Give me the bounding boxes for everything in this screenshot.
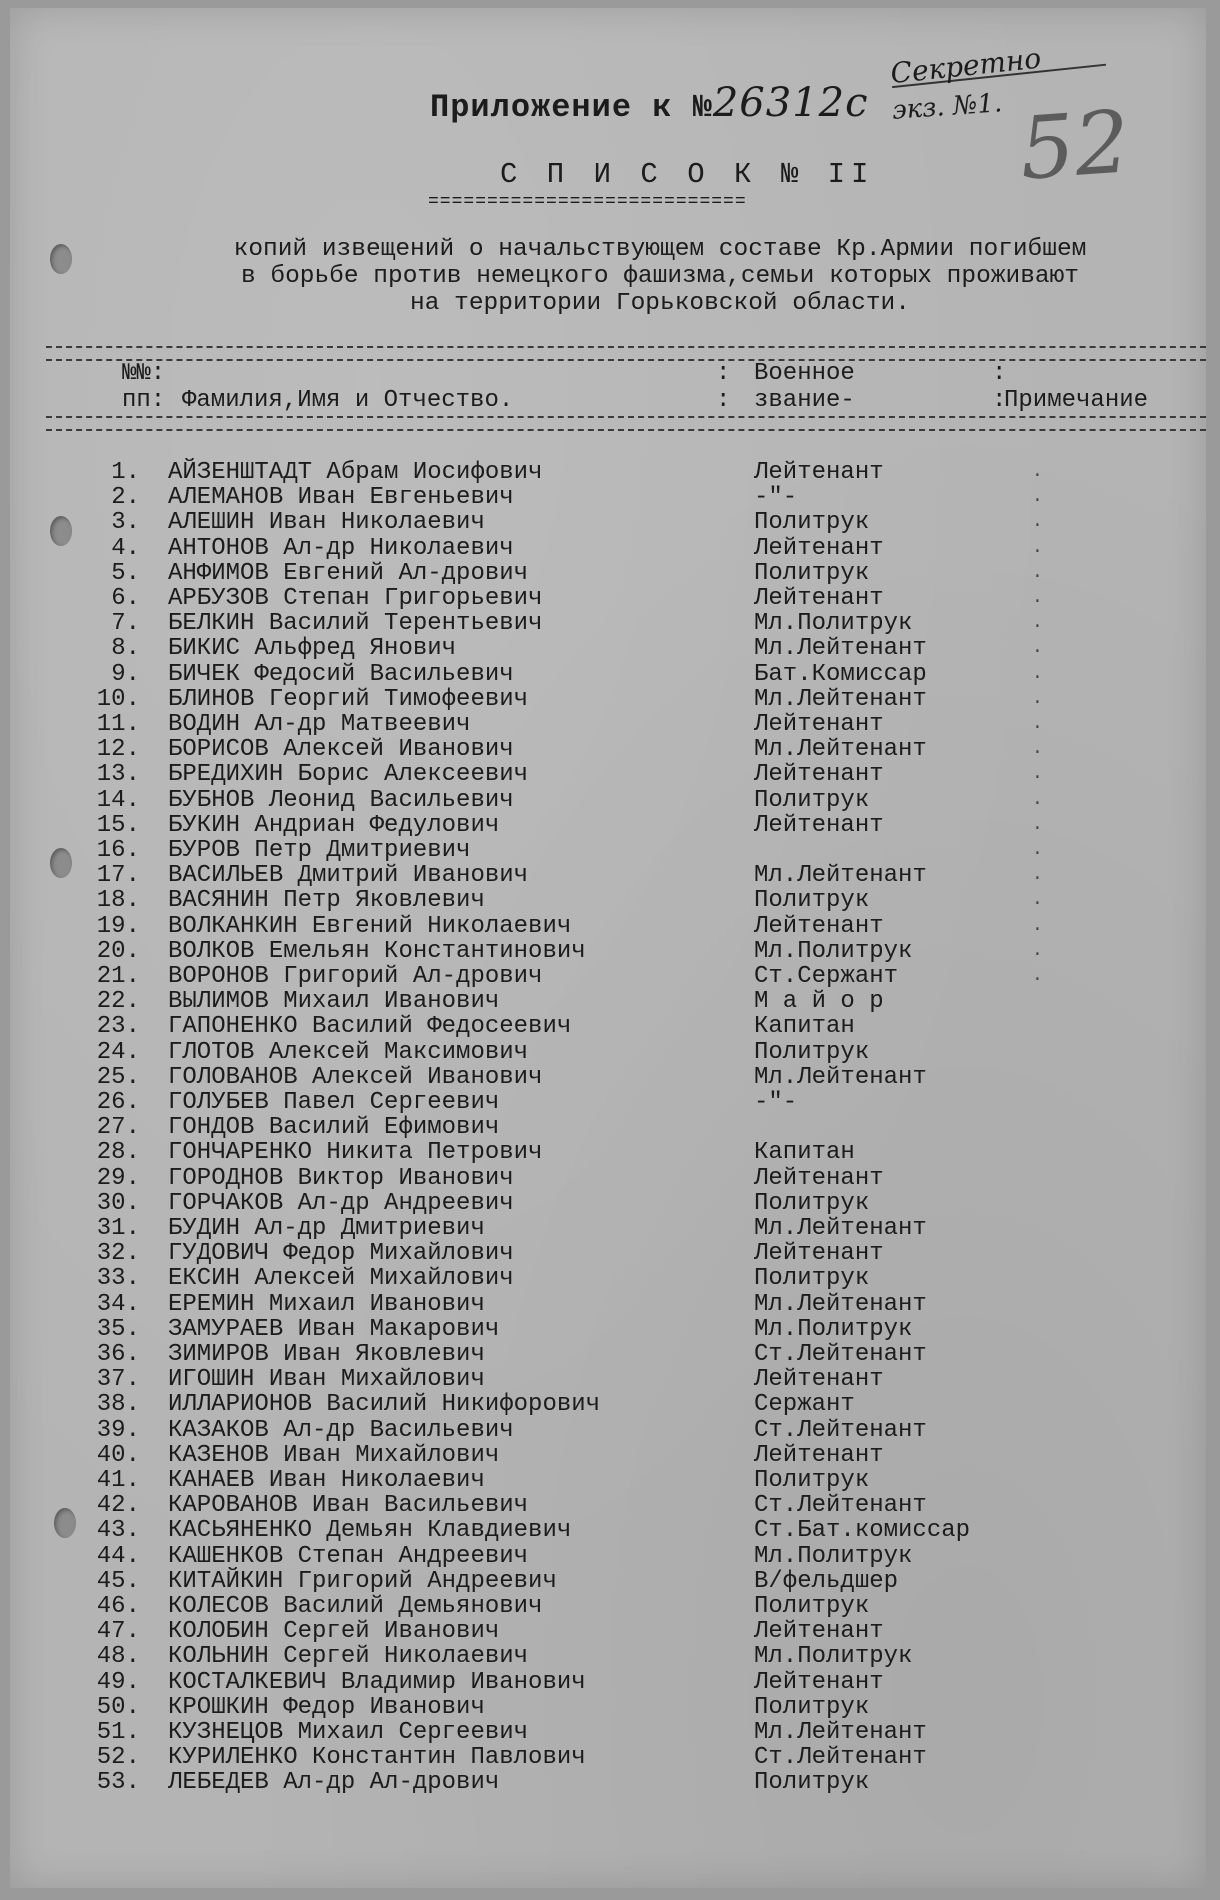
note-mark: . — [1032, 613, 1043, 634]
row-number: 39. — [96, 1416, 140, 1444]
row-full-name: БЛИНОВ Георгий Тимофеевич — [168, 685, 529, 713]
row-number: 34. — [96, 1290, 140, 1318]
row-number: 24. — [96, 1038, 140, 1066]
row-full-name: ГОНДОВ Василий Ефимович — [168, 1114, 500, 1142]
punch-hole — [50, 244, 72, 274]
header-separator: : — [716, 360, 731, 387]
note-mark: . — [1032, 714, 1043, 734]
row-number: 44. — [96, 1542, 140, 1570]
row-full-name: ЕКСИН Алексей Михайлович — [168, 1265, 514, 1293]
secrecy-text: Секретно — [888, 41, 1043, 91]
row-full-name: БОРИСОВ Алексей Иванович — [168, 736, 514, 764]
row-rank: В/фельдшер — [754, 1567, 899, 1595]
row-full-name: КОСТАЛКЕВИЧ Владимир Иванович — [168, 1668, 586, 1696]
row-full-name: ГОЛУБЕВ Павел Сергеевич — [168, 1089, 500, 1116]
row-rank: Ст.Бат.комиссар — [754, 1517, 971, 1545]
header-separator: : — [716, 387, 731, 414]
note-mark: . — [1032, 940, 1043, 961]
title-underline: =========================== — [428, 192, 747, 212]
row-full-name: КАЗАКОВ Ал-др Васильевич — [168, 1416, 514, 1444]
row-rank: Политрук — [754, 1467, 870, 1494]
row-number: 36. — [96, 1341, 140, 1368]
row-number: 48. — [96, 1643, 140, 1671]
row-number: 30. — [96, 1189, 140, 1217]
row-full-name: КАНАЕВ Иван Николаевич — [168, 1467, 485, 1494]
row-full-name: ГОНЧАРЕНКО Никита Петрович — [168, 1139, 543, 1167]
appendix-label: Приложение к № — [430, 89, 713, 126]
row-rank: Политрук — [754, 1038, 870, 1066]
row-number: 43. — [96, 1517, 140, 1545]
row-number: 33. — [96, 1265, 140, 1293]
row-rank: Политрук — [754, 887, 870, 915]
row-number: 50. — [96, 1693, 140, 1721]
row-number: 17. — [96, 862, 140, 890]
list-title: С П И С О К № II — [500, 158, 875, 191]
header-separator: : — [992, 387, 1007, 414]
secrecy-stamp — [888, 35, 1106, 91]
row-full-name: АЛЕШИН Иван Николаевич — [168, 509, 485, 537]
row-number: 20. — [96, 937, 140, 965]
row-rank: Лейтенант — [754, 1618, 884, 1646]
intro-line: копий извещений о начальствующем составе Кр.Армии погибшем — [233, 236, 1087, 263]
row-number: 53. — [96, 1769, 140, 1797]
row-number: 35. — [96, 1315, 140, 1343]
row-rank: Мл.Политрук — [754, 1542, 913, 1570]
row-full-name: КАЗЕНОВ Иван Михайлович — [168, 1441, 500, 1469]
row-full-name: ЛЕБЕДЕВ Ал-др Ал-дрович — [168, 1769, 500, 1797]
row-full-name: АНФИМОВ Евгений Ал-дрович — [168, 559, 529, 587]
row-number: 14. — [96, 786, 140, 814]
header-rank-line2: звание- — [754, 387, 855, 414]
row-rank: Лейтенант — [754, 1441, 884, 1469]
row-number: 38. — [96, 1391, 140, 1419]
row-number: 26. — [96, 1089, 140, 1116]
row-rank: Сержант — [754, 1391, 855, 1419]
row-full-name: ВАСЯНИН Петр Яковлевич — [168, 887, 485, 915]
document-sheet — [10, 8, 1206, 1888]
row-rank: Лейтенант — [754, 1164, 884, 1192]
row-rank: М а й о р — [754, 988, 884, 1016]
row-rank: Мл.Лейтенант — [754, 1063, 927, 1091]
row-number: 37. — [96, 1366, 140, 1394]
row-full-name: ГОРЧАКОВ Ал-др Андреевич — [168, 1189, 514, 1217]
row-full-name: АЙЗЕНШТАДТ Абрам Иосифович — [168, 459, 543, 486]
note-mark: . — [1032, 537, 1043, 558]
row-full-name: БРЕДИХИН Борис Алексеевич — [168, 761, 529, 789]
row-full-name: КРОШКИН Федор Иванович — [168, 1693, 485, 1721]
row-full-name: БУБНОВ Леонид Васильевич — [168, 786, 514, 814]
header-top-rule — [46, 346, 1206, 361]
note-mark: . — [1032, 814, 1043, 835]
header-bottom-rule — [46, 416, 1206, 431]
row-full-name: КОЛЕСОВ Василий Демьянович — [168, 1593, 543, 1620]
row-rank: Лейтенант — [754, 1668, 884, 1696]
note-mark: . — [1032, 588, 1043, 608]
row-full-name: АРБУЗОВ Степан Григорьевич — [168, 585, 543, 612]
row-rank: Бат.Комиссар — [754, 660, 927, 688]
row-full-name: БУДИН Ал-др Дмитриевич — [168, 1215, 485, 1242]
row-full-name: БУКИН Андриан Федулович — [168, 811, 500, 839]
row-rank: Политрук — [754, 509, 870, 537]
row-full-name: АНТОНОВ Ал-др Николаевич — [168, 534, 514, 562]
row-number: 28. — [96, 1139, 140, 1167]
row-rank: Мл.Лейтенант — [754, 736, 927, 764]
row-rank: Мл.Политрук — [754, 610, 913, 638]
row-number: 9. — [111, 660, 140, 688]
row-full-name: ГОРОДНОВ Виктор Иванович — [168, 1164, 514, 1192]
intro-line: в борьбе против немецкого фашизма,семьи которых проживают — [240, 263, 1080, 290]
row-rank: Мл.Лейтенант — [754, 635, 927, 663]
row-rank: Мл.Лейтенант — [754, 1215, 927, 1242]
intro-line: на территории Горьковской области. — [410, 290, 910, 317]
row-rank: Политрук — [754, 786, 870, 814]
row-full-name: КАШЕНКОВ Степан Андреевич — [168, 1542, 529, 1570]
row-full-name: ВОДИН Ал-др Матвеевич — [168, 711, 471, 738]
row-number: 52. — [96, 1744, 140, 1772]
row-rank: Политрук — [754, 1693, 870, 1721]
row-full-name: ВОЛКОВ Емельян Константинович — [168, 937, 586, 965]
row-number: 21. — [96, 963, 140, 990]
row-number: 41. — [96, 1467, 140, 1494]
row-rank: Лейтенант — [754, 761, 884, 789]
row-number: 5. — [111, 559, 140, 587]
row-full-name: ГОЛОВАНОВ Алексей Иванович — [168, 1063, 543, 1091]
row-number: 49. — [96, 1668, 140, 1696]
row-rank: Мл.Политрук — [754, 1643, 913, 1671]
row-rank: Политрук — [754, 1769, 870, 1797]
row-rank: Политрук — [754, 1265, 870, 1293]
row-number: 23. — [96, 1013, 140, 1041]
row-number: 31. — [96, 1215, 140, 1242]
row-rank: Политрук — [754, 1189, 870, 1217]
row-rank: Ст.Лейтенант — [754, 1744, 927, 1772]
row-number: 19. — [96, 912, 140, 940]
row-number: 11. — [96, 711, 140, 738]
note-mark: . — [1032, 865, 1043, 886]
row-rank: Лейтенант — [754, 534, 884, 562]
note-mark: . — [1032, 840, 1043, 860]
row-number: 8. — [111, 635, 140, 663]
header-note: Примечание — [1004, 387, 1149, 414]
row-rank: Мл.Лейтенант — [754, 862, 927, 890]
appendix-reference — [430, 80, 869, 126]
row-rank: Ст.Сержант — [754, 963, 899, 990]
row-rank: Капитан — [754, 1013, 855, 1041]
row-number: 22. — [96, 988, 140, 1016]
row-rank: Лейтенант — [754, 811, 884, 839]
row-full-name: КУЗНЕЦОВ Михаил Сергеевич — [168, 1719, 529, 1746]
row-full-name: ЕРЕМИН Михаил Иванович — [168, 1290, 485, 1318]
note-mark: . — [1032, 915, 1043, 936]
note-mark: . — [1032, 688, 1043, 709]
row-full-name: ИЛЛАРИОНОВ Василий Никифорович — [168, 1391, 601, 1419]
row-rank: -"- — [754, 484, 798, 512]
note-mark: . — [1032, 890, 1043, 911]
row-rank: Лейтенант — [754, 711, 884, 738]
sheet-number: 52 — [1016, 92, 1133, 200]
note-mark: . — [1032, 764, 1043, 785]
row-full-name: АЛЕМАНОВ Иван Евгеньевич — [168, 484, 514, 512]
header-num-line2: пп: — [122, 387, 166, 414]
row-full-name: ГЛОТОВ Алексей Максимович — [168, 1038, 529, 1066]
row-full-name: БИЧЕК Федосий Васильевич — [168, 660, 514, 688]
copy-number: экз. №1. — [891, 88, 1004, 126]
note-mark: . — [1032, 638, 1043, 659]
note-mark: . — [1032, 966, 1043, 986]
punch-hole — [50, 848, 72, 878]
row-full-name: ВЫЛИМОВ Михаил Иванович — [168, 988, 500, 1016]
note-mark: . — [1032, 462, 1043, 482]
note-mark: . — [1032, 562, 1043, 583]
row-rank: Лейтенант — [754, 1240, 884, 1268]
row-rank: Лейтенант — [754, 912, 884, 940]
row-number: 6. — [111, 585, 140, 612]
row-full-name: ГУДОВИЧ Федор Михайлович — [168, 1240, 514, 1268]
row-rank: Ст.Лейтенант — [754, 1416, 927, 1444]
row-rank: Политрук — [754, 1593, 870, 1620]
row-rank: Мл.Лейтенант — [754, 1290, 927, 1318]
row-number: 3. — [111, 509, 140, 537]
row-rank: Мл.Политрук — [754, 1315, 913, 1343]
row-rank: Лейтенант — [754, 585, 884, 612]
row-full-name: КАРОВАНОВ Иван Васильевич — [168, 1492, 529, 1520]
row-full-name: КОЛОБИН Сергей Иванович — [168, 1618, 500, 1646]
header-rank-line1: Военное — [754, 360, 855, 387]
row-full-name: КИТАЙКИН Григорий Андреевич — [168, 1567, 557, 1595]
row-number: 7. — [111, 610, 140, 638]
row-number: 46. — [96, 1593, 140, 1620]
note-mark: . — [1032, 512, 1043, 533]
row-number: 29. — [96, 1164, 140, 1192]
row-rank: -"- — [754, 1089, 798, 1116]
row-full-name: БЕЛКИН Василий Терентьевич — [168, 610, 543, 638]
row-rank: Ст.Лейтенант — [754, 1492, 927, 1520]
row-number: 40. — [96, 1441, 140, 1469]
row-full-name: КАСЬЯНЕНКО Демьян Клавдиевич — [168, 1517, 572, 1545]
row-number: 45. — [96, 1567, 140, 1595]
row-full-name: КУРИЛЕНКО Константин Павлович — [168, 1744, 586, 1772]
row-full-name: БУРОВ Петр Дмитриевич — [168, 837, 471, 864]
note-mark: . — [1032, 789, 1043, 810]
row-rank: Лейтенант — [754, 459, 884, 486]
row-full-name: ЗИМИРОВ Иван Яковлевич — [168, 1341, 485, 1368]
row-number: 15. — [96, 811, 140, 839]
row-full-name: ВОЛКАНКИН Евгений Николаевич — [168, 912, 572, 940]
row-number: 16. — [96, 837, 140, 864]
row-full-name: ИГОШИН Иван Михайлович — [168, 1366, 485, 1394]
header-separator: : — [992, 360, 1007, 387]
row-number: 18. — [96, 887, 140, 915]
row-number: 32. — [96, 1240, 140, 1268]
row-number: 1. — [111, 459, 140, 486]
row-rank: Капитан — [754, 1139, 855, 1167]
row-full-name: БИКИС Альфред Янович — [168, 635, 457, 663]
note-mark: . — [1032, 487, 1043, 508]
row-number: 42. — [96, 1492, 140, 1520]
header-name: Фамилия,Имя и Отчество. — [182, 387, 514, 414]
row-rank: Мл.Лейтенант — [754, 1719, 927, 1746]
row-number: 51. — [96, 1719, 140, 1746]
punch-hole — [50, 516, 72, 546]
row-rank: Мл.Лейтенант — [754, 685, 927, 713]
row-rank: Ст.Лейтенант — [754, 1341, 927, 1368]
row-full-name: ВАСИЛЬЕВ Дмитрий Иванович — [168, 862, 529, 890]
row-rank: Мл.Политрук — [754, 937, 913, 965]
row-number: 12. — [96, 736, 140, 764]
row-number: 27. — [96, 1114, 140, 1142]
row-number: 25. — [96, 1063, 140, 1091]
intro-text — [160, 236, 1160, 317]
row-number: 10. — [96, 685, 140, 713]
row-rank: Политрук — [754, 559, 870, 587]
appendix-number: 26312с — [712, 80, 869, 126]
header-num-line1: №№: — [122, 360, 166, 387]
row-full-name: КОЛЬНИН Сергей Николаевич — [168, 1643, 529, 1671]
row-number: 2. — [111, 484, 140, 512]
note-mark: . — [1032, 663, 1043, 684]
row-full-name: ЗАМУРАЕВ Иван Макарович — [168, 1315, 500, 1343]
note-mark: . — [1032, 739, 1043, 760]
row-rank: Лейтенант — [754, 1366, 884, 1394]
row-full-name: ГАПОНЕНКО Василий Федосеевич — [168, 1013, 572, 1041]
row-number: 4. — [111, 534, 140, 562]
row-number: 47. — [96, 1618, 140, 1646]
row-full-name: ВОРОНОВ Григорий Ал-дрович — [168, 963, 543, 990]
row-number: 13. — [96, 761, 140, 789]
